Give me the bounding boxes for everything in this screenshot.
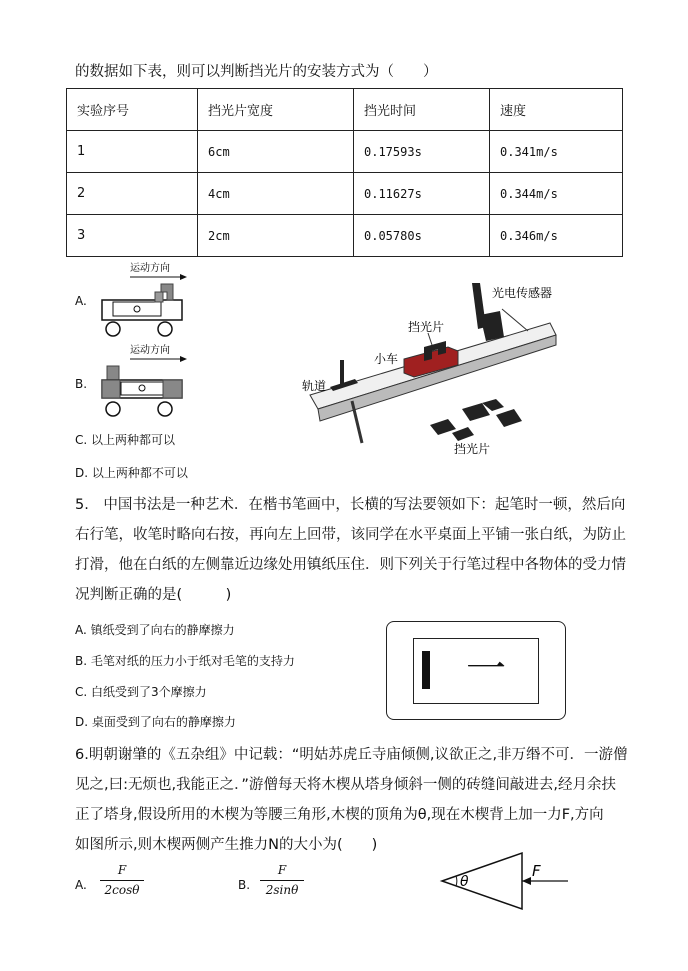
motion-direction-label: 运动方向 — [130, 345, 170, 356]
fraction-numerator: F — [117, 863, 127, 877]
shade-piece-block — [163, 380, 182, 398]
table-header: 挡光时间 — [354, 89, 490, 131]
cart-hole — [139, 385, 145, 391]
table-header-row — [67, 89, 623, 131]
table-header: 实验序号 — [67, 89, 198, 131]
table-cell: 6cm — [198, 131, 354, 173]
table-row — [67, 131, 623, 173]
fraction-bar — [260, 880, 304, 881]
force-arrow-head — [522, 877, 531, 885]
cart-figure-b — [95, 340, 195, 425]
q5-line: 右行笔，收笔时略向右按，再向左上回带，该同学在水平桌面上平铺一张白纸，为防止 — [75, 527, 626, 543]
shade-piece-flag — [107, 366, 119, 380]
option-d: D. 以上两种都不可以 — [75, 466, 188, 480]
q6-option-b-letter: B. — [238, 878, 251, 892]
sensor-head — [480, 311, 504, 341]
data-table — [66, 88, 623, 257]
q5-option-a: A. 镇纸受到了向右的静摩擦力 — [75, 623, 235, 637]
wheel — [106, 402, 120, 416]
table-row — [67, 215, 623, 257]
q5-option-b: B. 毛笔对纸的压力小于纸对毛笔的支持力 — [75, 654, 295, 668]
table-row — [67, 173, 623, 215]
table-cell: 0.11627s — [354, 173, 490, 215]
paper-sheet — [413, 638, 539, 704]
wheel — [158, 322, 172, 336]
wedge-triangle — [442, 853, 522, 909]
q5-line: 5. 中国书法是一种艺术．在楷书笔画中，长横的写法要领如下：起笔时一顿，然后向 — [75, 497, 626, 513]
calligraphy-stroke: 一 — [466, 646, 506, 692]
table-cell: 0.17593s — [354, 131, 490, 173]
loose-shade-piece — [430, 419, 456, 435]
car-label: 小车 — [374, 352, 399, 366]
q5-line: 况判断正确的是( ) — [75, 587, 232, 603]
table-cell: 1 — [67, 131, 198, 173]
table-cell: 3 — [67, 215, 198, 257]
shade-label-bottom: 挡光片 — [454, 442, 491, 456]
sensor-leader-line — [502, 309, 528, 331]
calligraphy-figure-frame — [386, 621, 566, 720]
q5-option-c: C. 白纸受到了3个摩擦力 — [75, 685, 207, 699]
table-header: 速度 — [490, 89, 623, 131]
q6-line: 正了塔身,假设所用的木楔为等腰三角形,木楔的顶角为θ,现在木楔背上加一力F,方向 — [75, 807, 604, 823]
wheel — [106, 322, 120, 336]
q6-line: 如图所示,则木楔两侧产生推力N的大小为( ) — [75, 837, 378, 853]
q6-option-a-letter: A. — [75, 878, 87, 892]
track-label: 轨道 — [302, 379, 327, 393]
wedge-figure — [438, 850, 578, 915]
table-header: 挡光片宽度 — [198, 89, 354, 131]
table-cell: 2cm — [198, 215, 354, 257]
angle-label: θ — [460, 874, 469, 890]
table-cell: 2 — [67, 173, 198, 215]
cart-figure-a — [95, 260, 195, 340]
q6-line: 6.明朝谢肇的《五杂组》中记载：“明姑苏虎丘寺庙倾侧,议欲正之,非万缗不可．一游僧 — [75, 747, 628, 763]
q5-option-d: D. 桌面受到了向右的静摩擦力 — [75, 715, 236, 729]
option-a-letter: A. — [75, 294, 87, 308]
wheel — [158, 402, 172, 416]
table-cell: 0.344m/s — [490, 173, 623, 215]
fraction-denominator: 2sinθ — [265, 883, 299, 897]
motion-arrow-head — [180, 356, 187, 362]
cart-hole — [134, 306, 140, 312]
table-cell: 0.346m/s — [490, 215, 623, 257]
shade-label-top: 挡光片 — [408, 320, 445, 334]
photogate-apparatus-figure — [300, 275, 600, 465]
motion-direction-label: 运动方向 — [130, 263, 170, 274]
sensor-label: 光电传感器 — [492, 286, 553, 300]
fraction-bar — [100, 880, 144, 881]
track-end-post — [340, 360, 344, 386]
paperweight — [422, 651, 430, 689]
table-cell: 0.05780s — [354, 215, 490, 257]
shade-piece-block — [102, 380, 120, 398]
fraction-numerator: F — [277, 863, 287, 877]
force-label: F — [532, 862, 541, 880]
table-cell: 0.341m/s — [490, 131, 623, 173]
q5-line: 打滑，他在白纸的左侧靠近边缘处用镇纸压住．则下列关于行笔过程中各物体的受力情 — [75, 557, 626, 573]
motion-arrow-head — [180, 274, 187, 280]
shade-piece-base — [155, 292, 163, 302]
table-cell: 4cm — [198, 173, 354, 215]
q6-line: 见之,曰:无烦也,我能正之．”游僧每天将木楔从塔身倾斜一侧的砖缝间敲进去,经月余扶 — [75, 777, 616, 793]
intro-line: 的数据如下表，则可以判断挡光片的安装方式为（ ） — [75, 64, 438, 80]
option-c: C. 以上两种都可以 — [75, 433, 176, 447]
fraction-denominator: 2cosθ — [104, 883, 140, 897]
shade-leader-line — [428, 333, 432, 345]
loose-shade-piece — [496, 409, 522, 427]
option-b-letter: B. — [75, 377, 88, 391]
